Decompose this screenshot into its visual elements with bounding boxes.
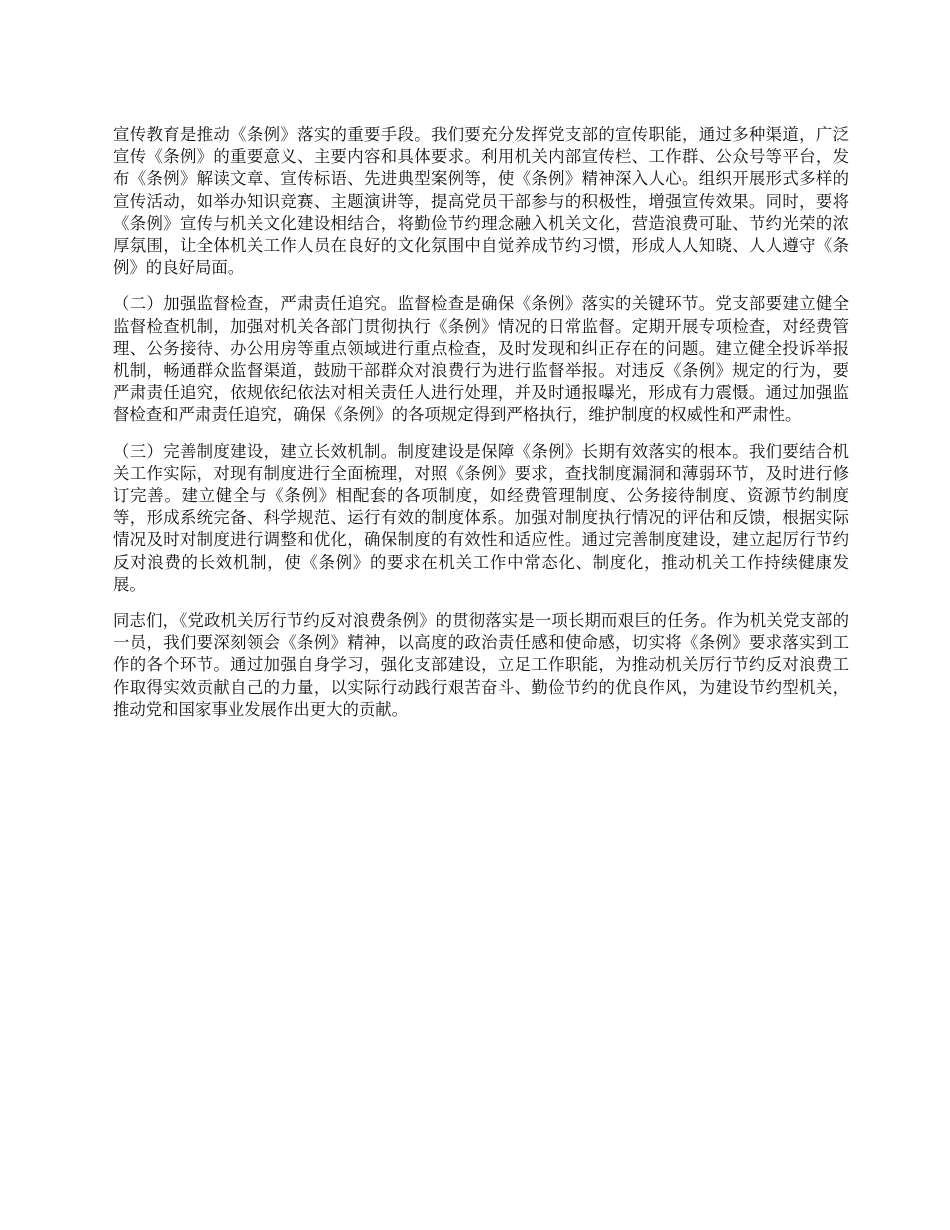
document-body [113, 124, 849, 735]
paragraph-conclusion: 同志们，《党政机关厉行节约反对浪费条例》的贯彻落实是一项长期而艰巨的任务。作为机关党支部的一员，我们要深刻领会《条例》精神，以高度的政治责任感和使命感，切实将《条例》要求落实到工作的各个环节。通过加强自身学习，强化支部建设，立足工作职能，为推动机关厉行节约反对浪费工作取得实效贡献自己的力量，以实际行动践行艰苦奋斗、勤俭节约的优良作风，为建设节约型机关，推动党和国家事业发展作出更大的贡献。 [113, 611, 849, 719]
paragraph-supervision-inspection: （二）加强监督检查，严肃责任追究。监督检查是确保《条例》落实的关键环节。党支部要建立健全监督检查机制，加强对机关各部门贯彻执行《条例》情况的日常监督。定期开展专项检查，对经费管理、公务接待、办公用房等重点领域进行重点检查，及时发现和纠正存在的问题。建立健全投诉举报机制，畅通群众监督渠道，鼓励干部群众对浪费行为进行监督举报。对违反《条例》规定的行为，要严肃责任追究，依规依纪依法对相关责任人进行处理，并及时通报曝光，形成有力震慑。通过加强监督检查和严肃责任追究，确保《条例》的各项规定得到严格执行，维护制度的权威性和严肃性。 [113, 294, 849, 425]
paragraph-publicity-education: 宣传教育是推动《条例》落实的重要手段。我们要充分发挥党支部的宣传职能，通过多种渠道，广泛宣传《条例》的重要意义、主要内容和具体要求。利用机关内部宣传栏、工作群、公众号等平台，发布《条例》解读文章、宣传标语、先进典型案例等，使《条例》精神深入人心。组织开展形式多样的宣传活动，如举办知识竞赛、主题演讲等，提高党员干部参与的积极性，增强宣传效果。同时，要将《条例》宣传与机关文化建设相结合，将勤俭节约理念融入机关文化，营造浪费可耻、节约光荣的浓厚氛围，让全体机关工作人员在良好的文化氛围中自觉养成节约习惯，形成人人知晓、人人遵守《条例》的良好局面。 [113, 125, 849, 278]
paragraph-system-building: （三）完善制度建设，建立长效机制。制度建设是保障《条例》长期有效落实的根本。我们要结合机关工作实际，对现有制度进行全面梳理，对照《条例》要求，查找制度漏洞和薄弱环节，及时进行修订完善。建立健全与《条例》相配套的各项制度，如经费管理制度、公务接待制度、资源节约制度等，形成系统完备、科学规范、运行有效的制度体系。加强对制度执行情况的评估和反馈，根据实际情况及时对制度进行调整和优化，确保制度的有效性和适应性。通过完善制度建设，建立起厉行节约反对浪费的长效机制，使《条例》的要求在机关工作中常态化、制度化，推动机关工作持续健康发展。 [113, 441, 849, 594]
